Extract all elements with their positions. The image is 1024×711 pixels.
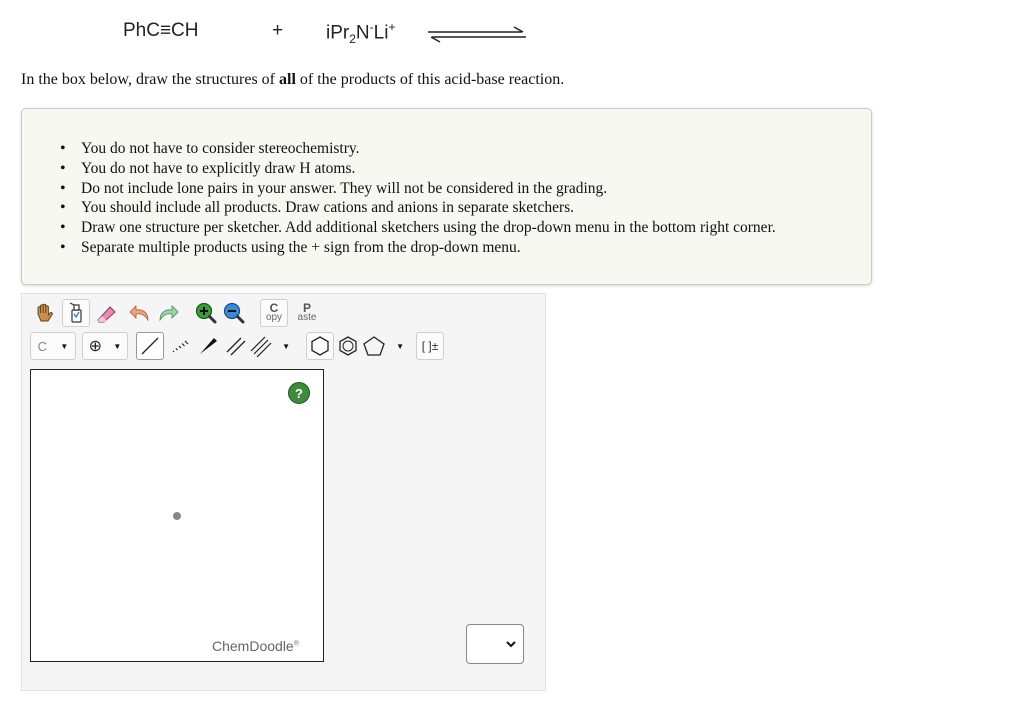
canvas-cursor-dot xyxy=(173,512,181,520)
chemdoodle-brand xyxy=(212,638,299,654)
zoom-in-icon xyxy=(194,301,218,325)
paste-button[interactable] xyxy=(293,299,321,327)
lda-pos-charge: + xyxy=(388,20,396,34)
charge-plus-icon: ⊕ xyxy=(88,338,103,355)
instructions-list xyxy=(60,139,776,258)
redo-button[interactable] xyxy=(154,299,182,327)
brand-mark: ® xyxy=(293,640,299,648)
wedge-bond-button[interactable] xyxy=(194,332,222,360)
copy-button[interactable] xyxy=(260,299,288,327)
pentagon-ring-button[interactable] xyxy=(362,332,408,360)
instruction-item: • You should include all products. Draw cations and anions in separate sketchers. xyxy=(60,198,776,218)
bracket-icon: [ ]± xyxy=(421,339,439,353)
zoom-out-icon xyxy=(222,301,246,325)
zoom-out-button[interactable] xyxy=(220,299,248,327)
prompt-before: In the box below, draw the structures of xyxy=(21,71,279,88)
sketcher-options-dropdown[interactable] xyxy=(466,624,524,664)
plus-sign: + xyxy=(272,20,284,41)
triple-bond-button[interactable] xyxy=(250,332,294,360)
undo-button[interactable] xyxy=(126,299,154,327)
atom-label-button[interactable] xyxy=(30,332,76,360)
instructions-box xyxy=(21,108,872,285)
reactant-lda xyxy=(326,20,395,46)
bond-dropdown-caret-icon: ▼ xyxy=(282,341,290,351)
lda-neg-charge: - xyxy=(369,20,374,34)
lda-n: N xyxy=(355,22,370,44)
triple-bond-icon xyxy=(250,335,274,357)
dashed-bond-button[interactable] xyxy=(166,332,194,360)
instruction-item: • Draw one structure per sketcher. Add additional sketchers using the drop-down menu in the bottom right corner. xyxy=(60,218,776,238)
cyclohexane-icon xyxy=(309,335,331,357)
lasso-bottle-icon xyxy=(66,302,86,324)
redo-icon xyxy=(156,303,180,323)
double-bond-button[interactable] xyxy=(222,332,250,360)
instruction-item: • Do not include lone pairs in your answer. They will not be considered in the grading. xyxy=(60,179,776,199)
ring-dropdown-caret-icon: ▼ xyxy=(396,341,404,351)
atom-label: C xyxy=(37,338,48,354)
bracket-charge-button[interactable] xyxy=(416,332,444,360)
eraser-tool-button[interactable] xyxy=(92,299,120,327)
chevron-down-icon xyxy=(505,638,517,650)
charge-dropdown-caret-icon: ▼ xyxy=(113,341,122,351)
question-prompt xyxy=(21,71,564,89)
prompt-after: of the products of this acid-base reaction. xyxy=(295,71,565,88)
instruction-item: • Separate multiple products using the + sign from the drop-down menu. xyxy=(60,238,776,258)
single-bond-icon xyxy=(139,335,161,357)
reaction-equation xyxy=(0,16,1024,48)
wedge-bond-icon xyxy=(197,335,219,357)
double-bond-icon xyxy=(225,335,247,357)
hexagon-ring-button[interactable] xyxy=(306,332,334,360)
lda-li: Li xyxy=(373,22,389,44)
help-button[interactable]: ? xyxy=(288,382,310,404)
prompt-bold: all xyxy=(279,71,296,88)
dashed-bond-icon xyxy=(169,335,191,357)
hand-icon xyxy=(33,302,55,324)
reactant-phenylacetylene: PhC≡CH xyxy=(123,20,199,41)
instruction-item: • You do not have to consider stereochemistry. xyxy=(60,139,776,159)
hand-tool-button[interactable] xyxy=(30,299,58,327)
chemdoodle-sketcher xyxy=(21,293,546,691)
eraser-icon xyxy=(94,302,118,324)
lda-ipr: iPr xyxy=(326,22,350,44)
copy-label-bottom: opy xyxy=(265,312,283,323)
copy-label xyxy=(265,301,283,323)
benzene-icon xyxy=(337,335,359,357)
equilibrium-arrow-icon xyxy=(426,24,528,44)
undo-icon xyxy=(128,303,152,323)
paste-label-bottom: aste xyxy=(297,312,317,323)
instruction-item: • You do not have to explicitly draw H atoms. xyxy=(60,159,776,179)
cyclopentane-icon xyxy=(362,335,386,357)
brand-text: ChemDoodle xyxy=(212,638,294,654)
lasso-tool-button[interactable] xyxy=(62,299,90,327)
copy-label-top: C xyxy=(269,301,279,315)
paste-label-top: P xyxy=(302,301,311,315)
drawing-canvas[interactable] xyxy=(30,369,324,662)
charge-button[interactable] xyxy=(82,332,128,360)
paste-label xyxy=(297,301,317,323)
benzene-ring-button[interactable] xyxy=(334,332,362,360)
atom-dropdown-caret-icon: ▼ xyxy=(60,341,69,351)
zoom-in-button[interactable] xyxy=(192,299,220,327)
single-bond-button[interactable] xyxy=(136,332,164,360)
lda-subscript: 2 xyxy=(349,32,356,47)
